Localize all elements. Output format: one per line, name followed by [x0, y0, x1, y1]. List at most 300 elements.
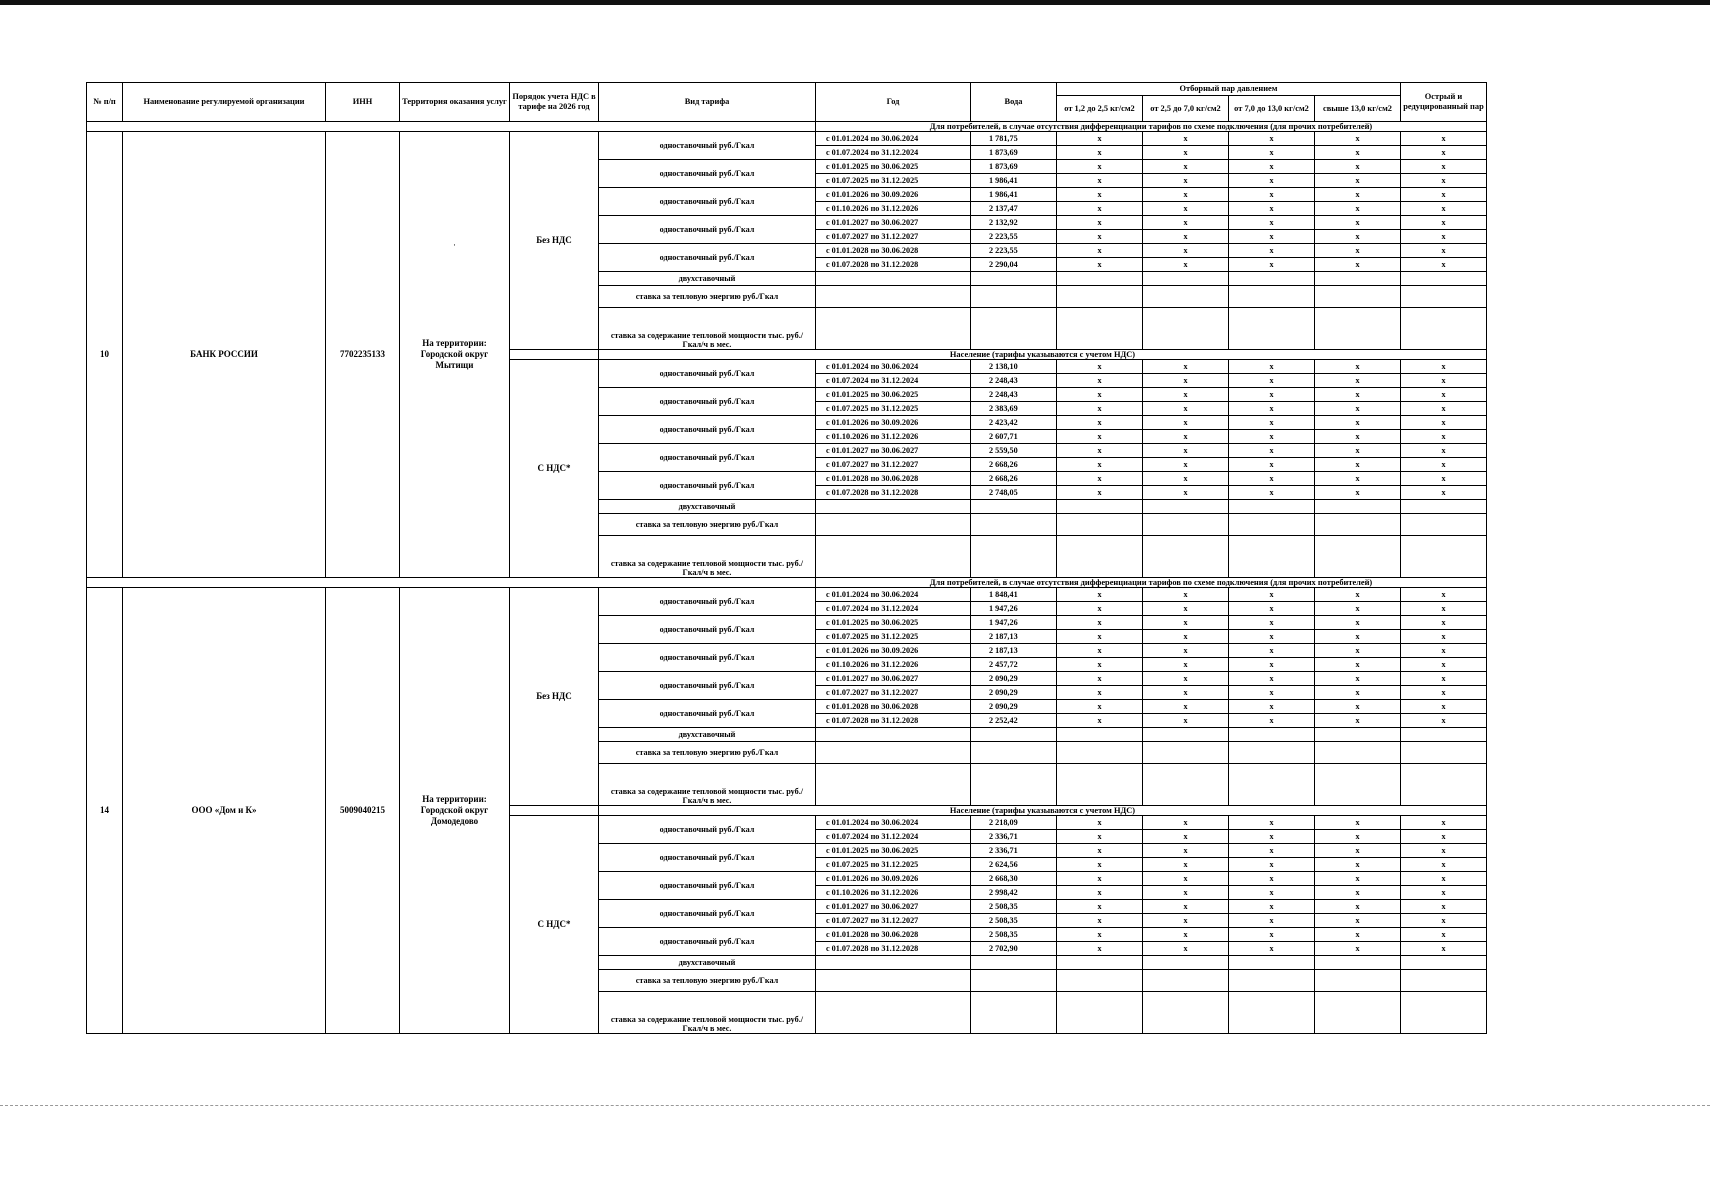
steam-value: x	[1315, 658, 1401, 672]
tariff-energy-rate: ставка за тепловую энергию руб./Гкал	[599, 514, 816, 536]
period: с 01.01.2026 по 30.09.2026	[816, 188, 971, 202]
tariff-one-part: одноставочный руб./Гкал	[599, 216, 816, 244]
header-row	[87, 83, 1487, 96]
tariff-two-part: двухставочный	[599, 956, 816, 970]
steam-value: x	[1401, 486, 1487, 500]
steam-value: x	[1315, 360, 1401, 374]
water-value: 2 187,13	[971, 644, 1057, 658]
steam-value: x	[1315, 202, 1401, 216]
steam-value: x	[1401, 858, 1487, 872]
steam-value: x	[1229, 430, 1315, 444]
period: с 01.07.2028 по 31.12.2028	[816, 258, 971, 272]
steam-value: x	[1229, 830, 1315, 844]
water-value: 2 138,10	[971, 360, 1057, 374]
period: с 01.10.2026 по 31.12.2026	[816, 202, 971, 216]
steam-value: x	[1315, 160, 1401, 174]
period: с 01.01.2027 по 30.06.2027	[816, 900, 971, 914]
steam-value: x	[1401, 374, 1487, 388]
steam-value: x	[1401, 388, 1487, 402]
empty-cell	[1229, 742, 1315, 764]
period: с 01.07.2024 по 31.12.2024	[816, 374, 971, 388]
period: с 01.01.2028 по 30.06.2028	[816, 244, 971, 258]
empty-cell	[816, 500, 971, 514]
period: с 01.01.2028 по 30.06.2028	[816, 472, 971, 486]
steam-value: x	[1315, 146, 1401, 160]
tariff-one-part: одноставочный руб./Гкал	[599, 472, 816, 500]
vat-order: С НДС*	[510, 816, 599, 1034]
period: с 01.07.2027 по 31.12.2027	[816, 458, 971, 472]
steam-value: x	[1315, 872, 1401, 886]
header-org: Наименование регулируемой организации	[123, 83, 326, 122]
empty-cell	[1143, 514, 1229, 536]
tariff-one-part: одноставочный руб./Гкал	[599, 900, 816, 928]
water-value: 2 218,09	[971, 816, 1057, 830]
org-territory: · На территории: Городской округ Мытищи	[400, 132, 510, 578]
steam-value: x	[1143, 360, 1229, 374]
steam-value: x	[1057, 686, 1143, 700]
tariff-one-part: одноставочный руб./Гкал	[599, 132, 816, 160]
water-value: 2 624,56	[971, 858, 1057, 872]
water-value: 1 986,41	[971, 174, 1057, 188]
steam-value: x	[1315, 486, 1401, 500]
water-value: 2 508,35	[971, 914, 1057, 928]
tariff-capacity-rate: ставка за содержание тепловой мощности тыс. руб./Гкал/ч в мес.	[599, 992, 816, 1034]
steam-value: x	[1401, 174, 1487, 188]
empty-cell	[1229, 956, 1315, 970]
steam-value: x	[1401, 602, 1487, 616]
period: с 01.01.2024 по 30.06.2024	[816, 816, 971, 830]
steam-value: x	[1143, 472, 1229, 486]
vat-gap	[510, 350, 599, 360]
steam-value: x	[1229, 230, 1315, 244]
period: с 01.07.2027 по 31.12.2027	[816, 914, 971, 928]
water-value: 2 223,55	[971, 244, 1057, 258]
steam-value: x	[1057, 444, 1143, 458]
steam-value: x	[1143, 486, 1229, 500]
empty-cell	[1401, 956, 1487, 970]
water-value: 2 090,29	[971, 686, 1057, 700]
empty-cell	[1229, 728, 1315, 742]
steam-value: x	[1229, 602, 1315, 616]
steam-value: x	[1143, 616, 1229, 630]
steam-value: x	[1057, 858, 1143, 872]
steam-value: x	[1229, 160, 1315, 174]
empty-cell	[1143, 500, 1229, 514]
steam-value: x	[1229, 644, 1315, 658]
steam-value: x	[1315, 388, 1401, 402]
steam-value: x	[1229, 216, 1315, 230]
header-pressure-3: от 7,0 до 13,0 кг/см2	[1229, 96, 1315, 122]
empty-cell	[1401, 272, 1487, 286]
steam-value: x	[1401, 942, 1487, 956]
steam-value: x	[1229, 472, 1315, 486]
tariff-one-part: одноставочный руб./Гкал	[599, 816, 816, 844]
steam-value: x	[1315, 416, 1401, 430]
empty-cell	[1143, 742, 1229, 764]
steam-value: x	[1057, 816, 1143, 830]
empty-cell	[1229, 272, 1315, 286]
empty-cell	[1143, 286, 1229, 308]
water-value: 2 668,30	[971, 872, 1057, 886]
empty-cell	[971, 992, 1057, 1034]
steam-value: x	[1057, 900, 1143, 914]
steam-value: x	[1229, 816, 1315, 830]
header-pressure-2: от 2,5 до 7,0 кг/см2	[1143, 96, 1229, 122]
steam-value: x	[1401, 258, 1487, 272]
water-value: 2 248,43	[971, 388, 1057, 402]
steam-value: x	[1315, 816, 1401, 830]
steam-value: x	[1229, 360, 1315, 374]
steam-value: x	[1315, 900, 1401, 914]
steam-value: x	[1401, 644, 1487, 658]
empty-cell	[1057, 956, 1143, 970]
steam-value: x	[1143, 872, 1229, 886]
period: с 01.10.2026 по 31.12.2026	[816, 886, 971, 900]
territory-text: На территории: Городской округ Мытищи	[420, 338, 489, 370]
header-tariff-type: Вид тарифа	[599, 83, 816, 122]
steam-value: x	[1143, 174, 1229, 188]
empty-cell	[1057, 764, 1143, 806]
empty-cell	[1143, 272, 1229, 286]
steam-value: x	[1401, 816, 1487, 830]
water-value: 2 252,42	[971, 714, 1057, 728]
steam-value: x	[1143, 928, 1229, 942]
water-value: 2 290,04	[971, 258, 1057, 272]
water-value: 1 947,26	[971, 602, 1057, 616]
tariff-page	[86, 82, 1486, 1034]
steam-value: x	[1143, 658, 1229, 672]
water-value: 2 559,50	[971, 444, 1057, 458]
water-value: 1 947,26	[971, 616, 1057, 630]
steam-value: x	[1057, 146, 1143, 160]
steam-value: x	[1315, 686, 1401, 700]
steam-value: x	[1057, 602, 1143, 616]
period: с 01.01.2026 по 30.09.2026	[816, 416, 971, 430]
steam-value: x	[1401, 244, 1487, 258]
empty-cell	[816, 742, 971, 764]
water-value: 2 668,26	[971, 472, 1057, 486]
steam-value: x	[1057, 928, 1143, 942]
steam-value: x	[1315, 458, 1401, 472]
org-inn: 5009040215	[326, 588, 400, 1034]
tariff-one-part: одноставочный руб./Гкал	[599, 416, 816, 444]
empty-cell	[1401, 970, 1487, 992]
header-steam-group: Отборный пар давлением	[1057, 83, 1401, 96]
steam-value: x	[1229, 132, 1315, 146]
vat-order: Без НДС	[510, 588, 599, 806]
empty-cell	[1401, 308, 1487, 350]
steam-value: x	[1143, 458, 1229, 472]
steam-value: x	[1229, 872, 1315, 886]
period: с 01.07.2028 по 31.12.2028	[816, 942, 971, 956]
steam-value: x	[1057, 160, 1143, 174]
empty-cell	[971, 728, 1057, 742]
empty-cell	[1401, 764, 1487, 806]
steam-value: x	[1057, 672, 1143, 686]
water-value: 2 336,71	[971, 830, 1057, 844]
header-sharp-steam: Острый и редуцированный пар	[1401, 83, 1487, 122]
steam-value: x	[1057, 872, 1143, 886]
period: с 01.01.2025 по 30.06.2025	[816, 844, 971, 858]
period: с 01.07.2024 по 31.12.2024	[816, 602, 971, 616]
empty-cell	[971, 956, 1057, 970]
steam-value: x	[1315, 258, 1401, 272]
steam-value: x	[1401, 472, 1487, 486]
steam-value: x	[1401, 146, 1487, 160]
period: с 01.07.2027 по 31.12.2027	[816, 686, 971, 700]
empty-cell	[816, 992, 971, 1034]
steam-value: x	[1143, 714, 1229, 728]
section-label: Население (тарифы указываются с учетом НДС)	[599, 350, 1487, 360]
steam-value: x	[1057, 844, 1143, 858]
steam-value: x	[1057, 244, 1143, 258]
water-value: 2 248,43	[971, 374, 1057, 388]
steam-value: x	[1315, 402, 1401, 416]
section-blank	[87, 122, 816, 132]
org-num: 10	[87, 132, 123, 578]
water-value: 2 090,29	[971, 700, 1057, 714]
steam-value: x	[1143, 700, 1229, 714]
steam-value: x	[1401, 714, 1487, 728]
steam-value: x	[1229, 616, 1315, 630]
period: с 01.01.2024 по 30.06.2024	[816, 360, 971, 374]
empty-cell	[971, 970, 1057, 992]
steam-value: x	[1143, 672, 1229, 686]
org-name: БАНК РОССИИ	[123, 132, 326, 578]
tariff-two-part: двухставочный	[599, 728, 816, 742]
steam-value: x	[1057, 202, 1143, 216]
steam-value: x	[1401, 844, 1487, 858]
steam-value: x	[1057, 914, 1143, 928]
steam-value: x	[1315, 216, 1401, 230]
water-value: 2 457,72	[971, 658, 1057, 672]
period: с 01.01.2025 по 30.06.2025	[816, 160, 971, 174]
steam-value: x	[1315, 700, 1401, 714]
steam-value: x	[1057, 416, 1143, 430]
steam-value: x	[1315, 230, 1401, 244]
empty-cell	[816, 536, 971, 578]
steam-value: x	[1143, 258, 1229, 272]
steam-value: x	[1401, 672, 1487, 686]
steam-value: x	[1057, 658, 1143, 672]
empty-cell	[1229, 992, 1315, 1034]
empty-cell	[1401, 728, 1487, 742]
period: с 01.01.2027 по 30.06.2027	[816, 216, 971, 230]
empty-cell	[1229, 970, 1315, 992]
steam-value: x	[1057, 714, 1143, 728]
steam-value: x	[1401, 588, 1487, 602]
steam-value: x	[1315, 630, 1401, 644]
steam-value: x	[1143, 188, 1229, 202]
empty-cell	[971, 764, 1057, 806]
steam-value: x	[1315, 844, 1401, 858]
steam-value: x	[1229, 886, 1315, 900]
section-label: Для потребителей, в случае отсутствия дифференциации тарифов по схеме подключения (для прочих потребителей)	[816, 122, 1487, 132]
steam-value: x	[1229, 630, 1315, 644]
empty-cell	[1143, 308, 1229, 350]
empty-cell	[1143, 992, 1229, 1034]
steam-value: x	[1401, 700, 1487, 714]
steam-value: x	[1315, 188, 1401, 202]
table-row	[87, 588, 1487, 602]
steam-value: x	[1229, 174, 1315, 188]
empty-cell	[971, 308, 1057, 350]
tariff-one-part: одноставочный руб./Гкал	[599, 360, 816, 388]
steam-value: x	[1315, 830, 1401, 844]
steam-value: x	[1143, 146, 1229, 160]
steam-value: x	[1143, 374, 1229, 388]
empty-cell	[1229, 514, 1315, 536]
steam-value: x	[1401, 928, 1487, 942]
tariff-one-part: одноставочный руб./Гкал	[599, 160, 816, 188]
water-value: 1 848,41	[971, 588, 1057, 602]
steam-value: x	[1229, 928, 1315, 942]
section-row	[87, 122, 1487, 132]
steam-value: x	[1057, 700, 1143, 714]
empty-cell	[1057, 992, 1143, 1034]
empty-cell	[816, 970, 971, 992]
steam-value: x	[1229, 714, 1315, 728]
steam-value: x	[1143, 858, 1229, 872]
steam-value: x	[1315, 472, 1401, 486]
steam-value: x	[1229, 202, 1315, 216]
steam-value: x	[1057, 830, 1143, 844]
steam-value: x	[1315, 858, 1401, 872]
empty-cell	[1229, 500, 1315, 514]
period: с 01.07.2025 по 31.12.2025	[816, 174, 971, 188]
tariff-one-part: одноставочный руб./Гкал	[599, 672, 816, 700]
empty-cell	[1057, 514, 1143, 536]
steam-value: x	[1057, 188, 1143, 202]
steam-value: x	[1401, 202, 1487, 216]
steam-value: x	[1057, 472, 1143, 486]
tariff-energy-rate: ставка за тепловую энергию руб./Гкал	[599, 970, 816, 992]
water-value: 1 873,69	[971, 146, 1057, 160]
steam-value: x	[1401, 416, 1487, 430]
steam-value: x	[1401, 430, 1487, 444]
empty-cell	[1401, 742, 1487, 764]
vat-order: С НДС*	[510, 360, 599, 578]
steam-value: x	[1143, 686, 1229, 700]
empty-cell	[1229, 308, 1315, 350]
steam-value: x	[1229, 388, 1315, 402]
tariff-one-part: одноставочный руб./Гкал	[599, 616, 816, 644]
period: с 01.10.2026 по 31.12.2026	[816, 658, 971, 672]
water-value: 1 781,75	[971, 132, 1057, 146]
steam-value: x	[1229, 900, 1315, 914]
empty-cell	[1229, 536, 1315, 578]
period: с 01.01.2028 по 30.06.2028	[816, 928, 971, 942]
header-inn: ИНН	[326, 83, 400, 122]
empty-cell	[971, 286, 1057, 308]
water-value: 2 187,13	[971, 630, 1057, 644]
period: с 01.01.2027 по 30.06.2027	[816, 672, 971, 686]
tariff-two-part: двухставочный	[599, 272, 816, 286]
steam-value: x	[1229, 858, 1315, 872]
empty-cell	[1315, 742, 1401, 764]
period: с 01.01.2026 по 30.09.2026	[816, 644, 971, 658]
steam-value: x	[1057, 588, 1143, 602]
steam-value: x	[1057, 486, 1143, 500]
steam-value: x	[1315, 672, 1401, 686]
water-value: 2 668,26	[971, 458, 1057, 472]
period: с 01.07.2025 по 31.12.2025	[816, 858, 971, 872]
org-inn: 7702235133	[326, 132, 400, 578]
steam-value: x	[1229, 700, 1315, 714]
tariff-one-part: одноставочный руб./Гкал	[599, 844, 816, 872]
tariff-one-part: одноставочный руб./Гкал	[599, 188, 816, 216]
water-value: 2 090,29	[971, 672, 1057, 686]
water-value: 1 873,69	[971, 160, 1057, 174]
org-territory	[400, 588, 510, 1034]
water-value: 2 423,42	[971, 416, 1057, 430]
empty-cell	[1057, 500, 1143, 514]
empty-cell	[1315, 308, 1401, 350]
steam-value: x	[1229, 146, 1315, 160]
period: с 01.01.2024 по 30.06.2024	[816, 588, 971, 602]
steam-value: x	[1229, 188, 1315, 202]
steam-value: x	[1143, 244, 1229, 258]
period: с 01.01.2028 по 30.06.2028	[816, 700, 971, 714]
steam-value: x	[1057, 430, 1143, 444]
empty-cell	[1057, 728, 1143, 742]
steam-value: x	[1229, 914, 1315, 928]
steam-value: x	[1057, 942, 1143, 956]
steam-value: x	[1229, 486, 1315, 500]
water-value: 2 132,92	[971, 216, 1057, 230]
water-value: 2 702,90	[971, 942, 1057, 956]
steam-value: x	[1401, 230, 1487, 244]
tariff-capacity-rate: ставка за содержание тепловой мощности тыс. руб./Гкал/ч в мес.	[599, 536, 816, 578]
steam-value: x	[1229, 258, 1315, 272]
empty-cell	[1057, 308, 1143, 350]
steam-value: x	[1315, 928, 1401, 942]
steam-value: x	[1315, 886, 1401, 900]
empty-cell	[816, 956, 971, 970]
steam-value: x	[1057, 174, 1143, 188]
tariff-one-part: одноставочный руб./Гкал	[599, 644, 816, 672]
water-value: 2 336,71	[971, 844, 1057, 858]
steam-value: x	[1143, 132, 1229, 146]
steam-value: x	[1229, 658, 1315, 672]
tariff-one-part: одноставочный руб./Гкал	[599, 244, 816, 272]
steam-value: x	[1057, 644, 1143, 658]
water-value: 2 223,55	[971, 230, 1057, 244]
period: с 01.01.2025 по 30.06.2025	[816, 616, 971, 630]
header-water: Вода	[971, 83, 1057, 122]
steam-value: x	[1143, 588, 1229, 602]
empty-cell	[816, 272, 971, 286]
vat-order: Без НДС	[510, 132, 599, 350]
steam-value: x	[1143, 230, 1229, 244]
steam-value: x	[1315, 616, 1401, 630]
tariff-energy-rate: ставка за тепловую энергию руб./Гкал	[599, 286, 816, 308]
steam-value: x	[1401, 188, 1487, 202]
empty-cell	[1229, 764, 1315, 806]
steam-value: x	[1229, 416, 1315, 430]
steam-value: x	[1143, 416, 1229, 430]
steam-value: x	[1401, 444, 1487, 458]
steam-value: x	[1315, 644, 1401, 658]
steam-value: x	[1229, 844, 1315, 858]
empty-cell	[1315, 728, 1401, 742]
steam-value: x	[1057, 388, 1143, 402]
steam-value: x	[1143, 202, 1229, 216]
period: с 01.07.2028 по 31.12.2028	[816, 714, 971, 728]
steam-value: x	[1057, 230, 1143, 244]
period: с 01.07.2028 по 31.12.2028	[816, 486, 971, 500]
steam-value: x	[1229, 244, 1315, 258]
